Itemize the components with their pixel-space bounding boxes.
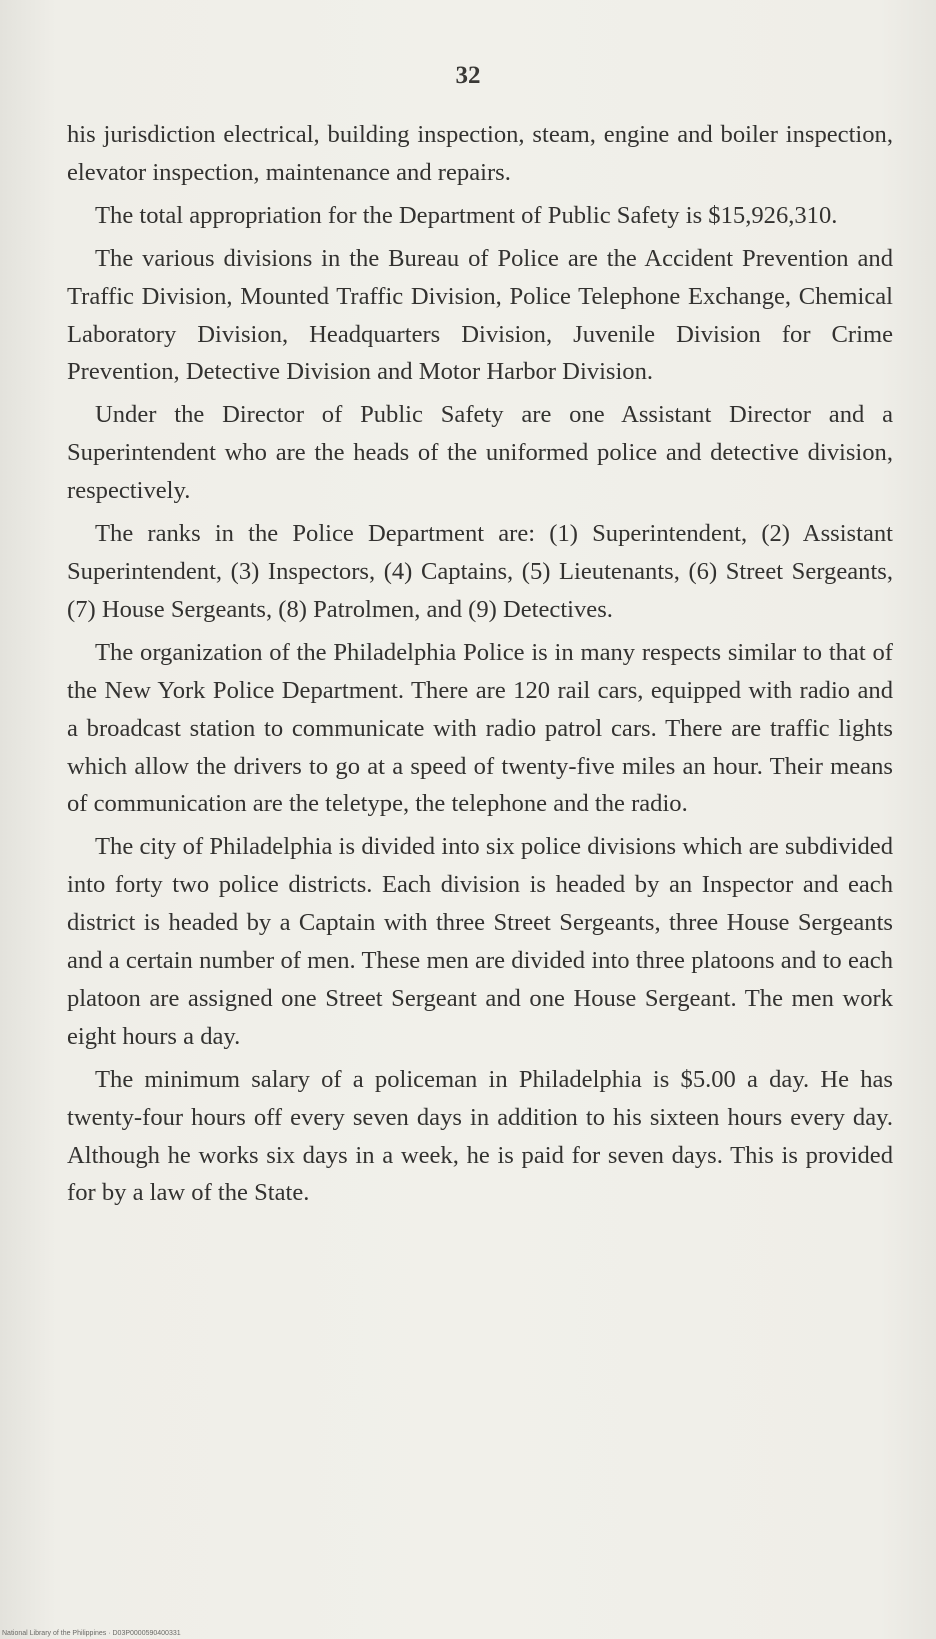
paragraph-salary: The minimum salary of a policeman in Philadelphia is $5.00 a day. He has twenty-four hours off every seven days in addition to his sixteen hours every day. Although he works six days in a week, he is paid for seven days. This is provided for by a law of the State. [67, 1065, 893, 1207]
footer-watermark: National Library of the Philippines · D03P0000590400331 [2, 1630, 181, 1637]
body-text [67, 116, 893, 1217]
paragraph-city-divisions: The city of Philadelphia is divided into six police divisions which are subdivided into forty two police districts. Each division is headed by an Inspector and each district is headed by a Captain with three Street Sergeants, three House Sergeants and a certain number of men. These men are divided into three platoons and to each platoon are assigned one Street Sergeant and one House Sergeant. The men work eight hours a day. [67, 833, 893, 1050]
paragraph-organization: The organization of the Philadelphia Police is in many respects similar to that of the New York Police Department. There are 120 rail cars, equipped with radio and a broadcast station to communicate with radio patrol cars. There are traffic lights which allow the drivers to go at a speed of twenty-five miles an hour. Their means of communication are the teletype, the telephone and the radio. [67, 638, 893, 818]
paragraph-director: Under the Director of Public Safety are one Assistant Director and a Superintendent who are the heads of the uniformed police and detective division, respectively. [67, 401, 893, 505]
paragraph-ranks: The ranks in the Police Department are: (1) Superintendent, (2) Assistant Superintendent, (3) Inspectors, (4) Captains, (5) Lieutenants, (6) Street Sergeants, (7) House Sergeants, (8) Patrolmen, and (9) Detectives. [67, 520, 893, 623]
paragraph-divisions: The various divisions in the Bureau of Police are the Accident Prevention and Traffic Division, Mounted Traffic Division, Police Telephone Exchange, Chemical Laboratory Division, Headquarters Division, Juvenile Division for Crime Prevention, Detective Division and Motor Harbor Division. [67, 244, 893, 386]
paragraph-appropriation: The total appropriation for the Department of Public Safety is $15,926,310. [95, 201, 838, 229]
paragraph-continuation: his jurisdiction electrical, building inspection, steam, engine and boiler inspection, elevator inspection, maintenance and repairs. [67, 121, 893, 186]
page-number: 32 [455, 62, 481, 89]
